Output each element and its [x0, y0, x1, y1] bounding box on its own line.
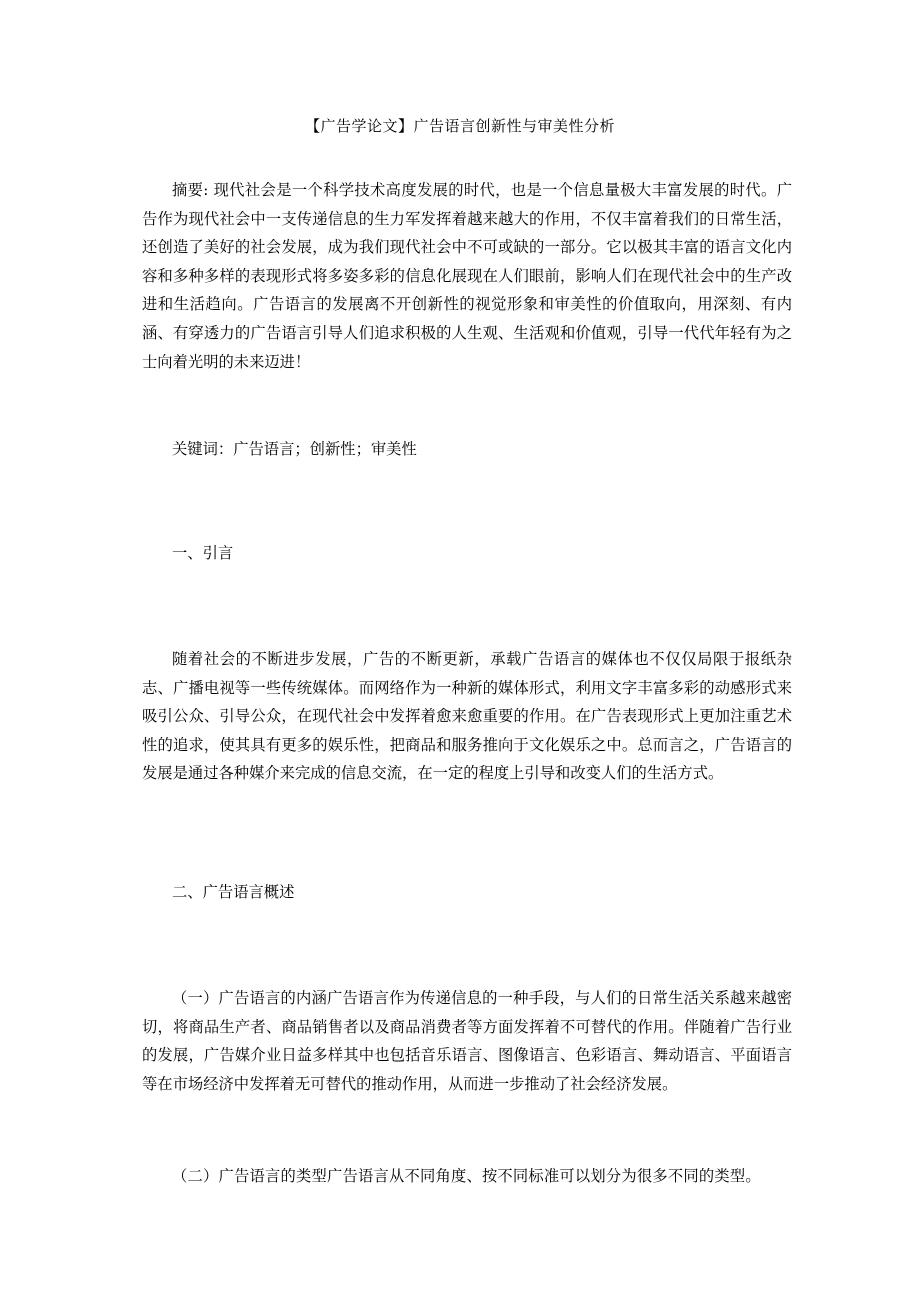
introduction-paragraph: 随着社会的不断进步发展，广告的不断更新，承载广告语言的媒体也不仅仅局限于报纸杂志、广播电视等一些传统媒体。而网络作为一种新的媒体形式，利用文字丰富多彩的动感形式来吸引公众、引导公众，在现代社会中发挥着愈来愈重要的作用。在广告表现形式上更加注重艺术性的追求，使其具有更多的娱乐性，把商品和服务推向于文化娱乐之中。总而言之，广告语言的发展是通过各种媒介来完成的信息交流，在一定的程度上引导和改变人们的生活方式。 [142, 650, 792, 783]
keywords-line: 关键词：广告语言；创新性；审美性 [172, 440, 417, 458]
section-heading-introduction: 一、引言 [172, 544, 234, 562]
abstract-paragraph: 摘要: 现代社会是一个科学技术高度发展的时代，也是一个信息量极大丰富发展的时代。广告作为现代社会中一支传递信息的生力军发挥着越来越大的作用，不仅丰富着我们的日常生活，还创造了美好的社会发展，成为我们现代社会中不可或缺的一部分。它以极其丰富的语言文化内容和多种多样的表现形式将多姿多彩的信息化展现在人们眼前，影响人们在现代社会中的生产改进和生活趋向。广告语言的发展离不开创新性的视觉形象和审美性的价值取向，用深刻、有内涵、有穿透力的广告语言引导人们追求积极的人生观、生活观和价值观，引导一代代年轻有为之士向着光明的未来迈进！ [142, 181, 792, 371]
subsection-connotation-paragraph: （一）广告语言的内涵广告语言作为传递信息的一种手段，与人们的日常生活关系越来越密切，将商品生产者、商品销售者以及商品消费者等方面发挥着不可替代的作用。伴随着广告行业的发展，广告媒介业日益多样其中也包括音乐语言、图像语言、色彩语言、舞动语言、平面语言等在市场经济中发挥着无可替代的推动作用，从而进一步推动了社会经济发展。 [142, 989, 792, 1093]
subsection-types-paragraph: （二）广告语言的类型广告语言从不同角度、按不同标准可以划分为很多不同的类型。 [172, 1167, 761, 1185]
section-heading-overview: 二、广告语言概述 [172, 883, 295, 901]
document-title: 【广告学论文】广告语言创新性与审美性分析 [304, 117, 615, 135]
